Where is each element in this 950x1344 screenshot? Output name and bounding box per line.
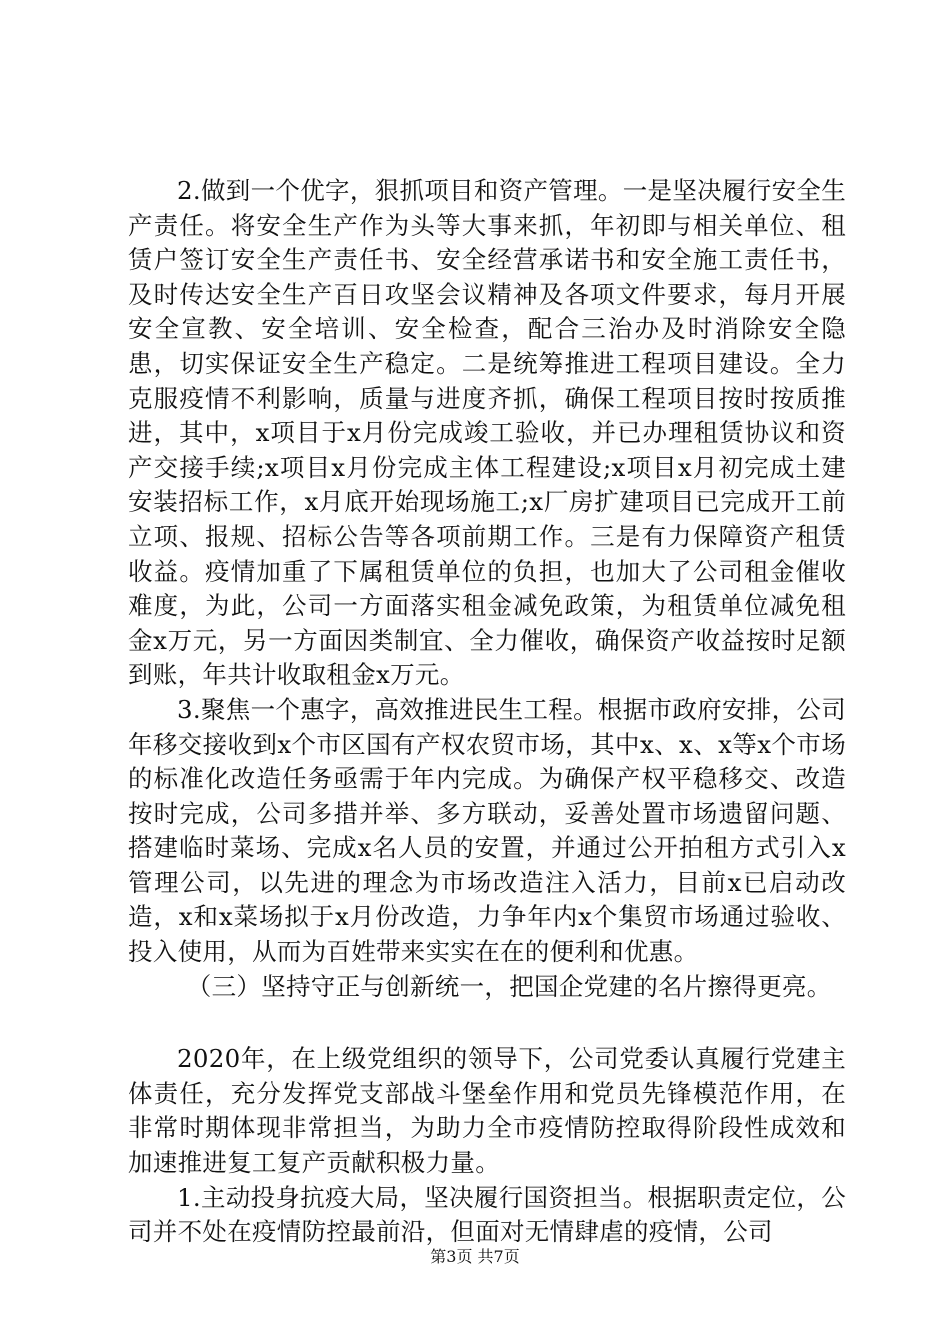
paragraph-epidemic-response: 1.主动投身抗疫大局，坚决履行国资担当。根据职责定位，公司并不处在疫情防控最前沿，但面对无情肆虐的疫情，公司 [128, 1182, 846, 1247]
section-spacer [128, 1004, 846, 1042]
paragraph-project-asset-management: 2.做到一个优字，狠抓项目和资产管理。一是坚决履行安全生产责任。将安全生产作为头等大事来抓，年初即与相关单位、租赁户签订安全生产责任书、安全经营承诺书和安全施工责任书，及时传达安全生产百日攻坚会议精神及各项文件要求，每月开展安全宣教、安全培训、安全检查，配合三治办及时消除安全隐患，切实保证安全生产稳定。二是统筹推进工程项目建设。全力克服疫情不利影响，质量与进度齐抓，确保工程项目按时按质推进，其中，x项目于x月份完成竣工验收，并已办理租赁协议和资产交接手续;x项目x月份完成主体工程建设;x项目x月初完成土建安装招标工作，x月底开始现场施工;x厂房扩建项目已完成开工前立项、报规、招标公告等各项前期工作。三是有力保障资产租赁收益。疫情加重了下属租赁单位的负担，也加大了公司租金催收难度，为此，公司一方面落实租金减免政策，为租赁单位减免租金x万元，另一方面因类制宜、全力催收，确保资产收益按时足额到账，年共计收取租金x万元。 [128, 176, 846, 690]
paragraph-livelihood-projects: 3.聚焦一个惠字，高效推进民生工程。根据市政府安排，公司年移交接收到x个市区国有产权农贸市场，其中x、x、x等x个市场的标准化改造任务亟需于年内完成。为确保产权平稳移交、改造按时完成，公司多措并举、多方联动，妥善处置市场遗留问题、搭建临时菜场、完成x名人员的安置，并通过公开拍租方式引入x管理公司，以先进的理念为市场改造注入活力，目前x已启动改造，x和x菜场拟于x月份改造，力争年内x个集贸市场通过验收、投入使用，从而为百姓带来实实在在的便利和优惠。 [128, 694, 846, 967]
page-footer: 第3页 共7页 [430, 1247, 520, 1266]
paragraph-party-building: 2020年，在上级党组织的领导下，公司党委认真履行党建主体责任，充分发挥党支部战斗堡垒作用和党员先锋模范作用，在非常时期体现非常担当，为助力全市疫情防控取得阶段性成效和加速推进复工复产贡献积极力量。 [128, 1044, 846, 1178]
section-heading: （三）坚持守正与创新统一，把国企党建的名片擦得更亮。 [186, 971, 832, 1001]
document-body [128, 174, 846, 1250]
